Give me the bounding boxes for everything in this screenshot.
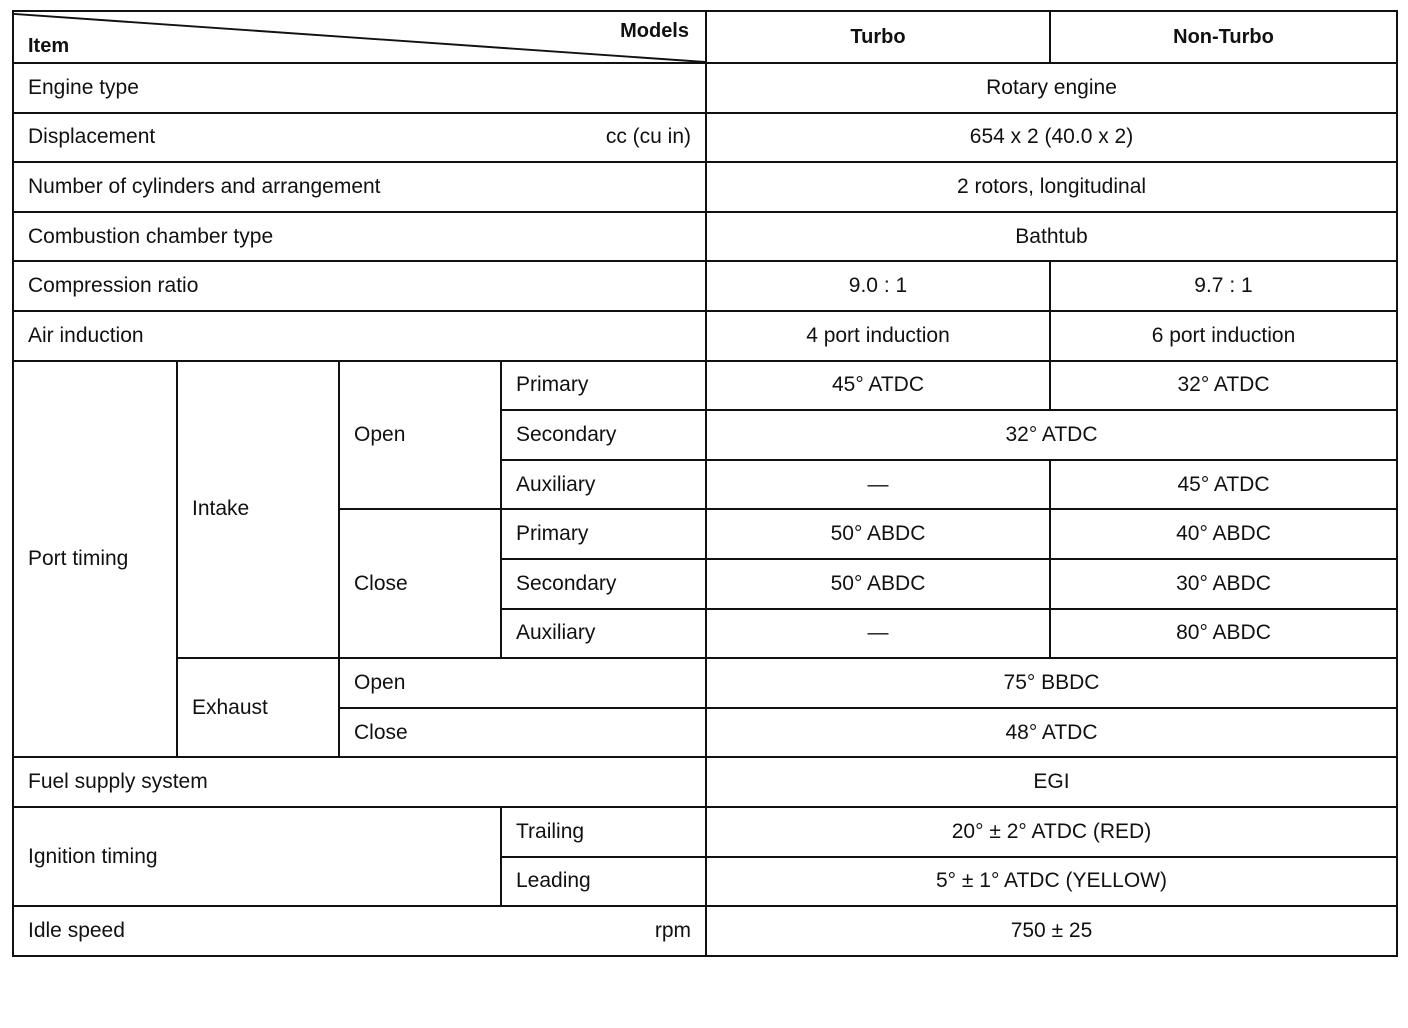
displacement-label: Displacement	[28, 125, 156, 149]
idle-speed-label: Idle speed	[28, 918, 125, 942]
exhaust-close-label: Close	[339, 708, 706, 758]
header-row	[13, 11, 1397, 63]
exhaust-open-label: Open	[339, 658, 706, 708]
displacement-value: 654 x 2 (40.0 x 2)	[706, 113, 1397, 163]
combustion-label: Combustion chamber type	[13, 212, 706, 262]
port-timing-label: Port timing	[13, 361, 177, 758]
compression-non-turbo: 9.7 : 1	[1050, 261, 1397, 311]
intake-close-auxiliary-non-turbo: 80° ABDC	[1050, 609, 1397, 659]
intake-open-auxiliary-non-turbo: 45° ATDC	[1050, 460, 1397, 510]
intake-open-secondary-value: 32° ATDC	[706, 410, 1397, 460]
intake-close-primary-non-turbo: 40° ABDC	[1050, 509, 1397, 559]
air-induction-turbo: 4 port induction	[706, 311, 1050, 361]
intake-close-secondary-label: Secondary	[501, 559, 706, 609]
idle-speed-unit: rpm	[654, 918, 691, 942]
cylinders-label: Number of cylinders and arrangement	[13, 162, 706, 212]
non-turbo-header: Non-Turbo	[1050, 11, 1397, 63]
intake-open-primary-label: Primary	[501, 361, 706, 411]
table-row	[13, 361, 1397, 411]
fuel-supply-value: EGI	[706, 757, 1397, 807]
combustion-value: Bathtub	[706, 212, 1397, 262]
air-induction-non-turbo: 6 port induction	[1050, 311, 1397, 361]
exhaust-close-value: 48° ATDC	[706, 708, 1397, 758]
table-row	[13, 658, 1397, 708]
table-row	[13, 906, 1397, 956]
cylinders-value: 2 rotors, longitudinal	[706, 162, 1397, 212]
table-row	[13, 311, 1397, 361]
ignition-trailing-label: Trailing	[501, 807, 706, 857]
exhaust-label: Exhaust	[177, 658, 339, 757]
table-row	[13, 807, 1397, 857]
ignition-trailing-value: 20° ± 2° ATDC (RED)	[706, 807, 1397, 857]
intake-open-secondary-label: Secondary	[501, 410, 706, 460]
fuel-supply-label: Fuel supply system	[13, 757, 706, 807]
diagonal-divider	[14, 12, 705, 62]
intake-close-auxiliary-label: Auxiliary	[501, 609, 706, 659]
intake-close-primary-label: Primary	[501, 509, 706, 559]
compression-turbo: 9.0 : 1	[706, 261, 1050, 311]
compression-label: Compression ratio	[13, 261, 706, 311]
turbo-header: Turbo	[706, 11, 1050, 63]
table-row	[13, 162, 1397, 212]
intake-open-primary-non-turbo: 32° ATDC	[1050, 361, 1397, 411]
ignition-leading-value: 5° ± 1° ATDC (YELLOW)	[706, 857, 1397, 907]
intake-open-auxiliary-label: Auxiliary	[501, 460, 706, 510]
displacement-unit: cc (cu in)	[605, 125, 691, 149]
exhaust-open-value: 75° BBDC	[706, 658, 1397, 708]
engine-spec-table	[12, 10, 1398, 957]
engine-type-value: Rotary engine	[706, 63, 1397, 113]
ignition-leading-label: Leading	[501, 857, 706, 907]
table-row	[13, 261, 1397, 311]
air-induction-label: Air induction	[13, 311, 706, 361]
intake-close-auxiliary-turbo: —	[706, 609, 1050, 659]
table-row	[13, 63, 1397, 113]
engine-type-label: Engine type	[13, 63, 706, 113]
idle-speed-value: 750 ± 25	[706, 906, 1397, 956]
intake-open-primary-turbo: 45° ATDC	[706, 361, 1050, 411]
displacement-label-cell	[13, 113, 706, 163]
intake-close-label: Close	[339, 509, 501, 658]
idle-speed-label-cell	[13, 906, 706, 956]
intake-label: Intake	[177, 361, 339, 659]
table-row	[13, 212, 1397, 262]
intake-open-auxiliary-turbo: —	[706, 460, 1050, 510]
intake-close-primary-turbo: 50° ABDC	[706, 509, 1050, 559]
intake-close-secondary-turbo: 50° ABDC	[706, 559, 1050, 609]
table-row	[13, 113, 1397, 163]
intake-close-secondary-non-turbo: 30° ABDC	[1050, 559, 1397, 609]
item-models-header-cell	[13, 11, 706, 63]
table-row	[13, 757, 1397, 807]
ignition-timing-label: Ignition timing	[13, 807, 501, 906]
models-header-label: Models	[620, 20, 689, 42]
item-header-label: Item	[28, 35, 70, 57]
intake-open-label: Open	[339, 361, 501, 510]
